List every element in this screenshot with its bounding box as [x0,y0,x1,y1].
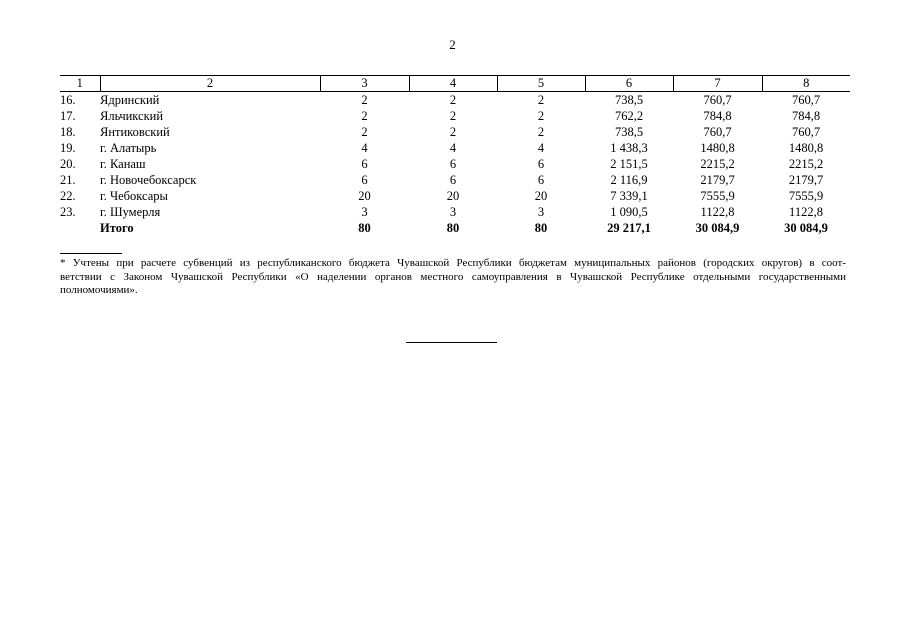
cell-col3: 6 [361,157,368,171]
district-name: г. Чебоксары [100,189,168,203]
cell-col6: 762,2 [614,109,644,123]
total-col3: 80 [358,221,371,235]
row-number: 22. [60,189,76,203]
cell-col4: 2 [449,109,457,123]
row-number: 20. [60,157,76,171]
cell-col8: 1480,8 [788,141,824,155]
header-cell-6: 6 [585,76,673,92]
row-number: 19. [60,141,76,155]
cell-col8: 784,8 [791,109,821,123]
cell-col3: 4 [361,141,368,155]
row-number: 16. [60,93,76,107]
cell-col6: 7 339,1 [610,189,648,203]
cell-col6: 1 438,3 [610,141,648,155]
cell-col7: 760,7 [703,125,732,139]
cell-col8: 760,7 [791,125,821,139]
table-header [60,76,850,92]
cell-col8: 1122,8 [789,205,823,219]
page-number: 2 [449,37,456,52]
cell-col4: 6 [449,173,457,187]
header-cell-7: 7 [673,76,762,92]
table-row [60,124,850,140]
header-row [60,76,850,92]
total-row [60,220,850,236]
header-cell-1: 1 [60,76,100,92]
cell-col4: 2 [449,93,457,107]
table-row [60,108,850,124]
total-col4: 80 [446,221,460,235]
total-col7: 30 084,9 [695,221,740,235]
district-name: Янтиковский [100,125,170,139]
cell-col3: 2 [361,109,368,123]
cell-col8: 2215,2 [788,157,824,171]
row-number: 21. [60,173,76,187]
cell-col3: 3 [361,205,368,219]
cell-col7: 1122,8 [700,205,735,219]
footnote-line: полномочиями». [60,284,138,296]
cell-col7: 1480,8 [700,141,735,155]
total-label: Итого [100,221,134,235]
end-of-document-rule [406,342,497,343]
table-row [60,92,850,109]
table-row [60,140,850,156]
header-cell-4: 4 [409,76,497,92]
table-body [60,92,850,237]
cell-col4: 20 [446,189,460,203]
cell-col7: 2215,2 [700,157,735,171]
cell-col6: 1 090,5 [610,205,648,219]
cell-col6: 2 116,9 [610,173,648,187]
cell-col6: 738,5 [614,93,644,107]
data-table [60,75,850,236]
district-name: Ядринский [100,93,160,107]
cell-col7: 7555,9 [700,189,735,203]
cell-col7: 784,8 [703,109,732,123]
cell-col8: 2179,7 [788,173,824,187]
row-number: 17. [60,109,76,123]
district-name: г. Шумерля [100,205,161,219]
cell-col3: 2 [361,93,368,107]
cell-col3: 6 [361,173,368,187]
total-col8: 30 084,9 [784,221,828,235]
cell-col8: 7555,9 [788,189,824,203]
cell-col5: 20 [534,189,548,203]
cell-col6: 2 151,5 [610,157,648,171]
cell-col4: 4 [449,141,457,155]
district-name: г. Канаш [100,157,146,171]
total-number-cell [60,220,100,236]
cell-col7: 2179,7 [700,173,735,187]
header-cell-2: 2 [100,76,320,92]
footnote [60,257,846,298]
row-number: 23. [60,205,76,219]
footnote-line: * Учтены при расчете субвенций из республиканского бюджета Чувашской Республики бюджетам муниципальных районов (городских округов) в соот- [60,257,846,269]
header-cell-5: 5 [497,76,585,92]
footnote-line: ветствии с Законом Чувашской Республики «О наделении органов местного самоуправления в Чувашской Республике отдельными государственными [60,270,846,283]
total-col6: 29 217,1 [607,221,651,235]
total-col5: 80 [534,221,548,235]
cell-col4: 3 [449,205,457,219]
cell-col4: 6 [449,157,457,171]
cell-col5: 6 [537,173,545,187]
header-cell-8: 8 [762,76,850,92]
cell-col3: 20 [358,189,371,203]
table-row [60,204,850,220]
cell-col8: 760,7 [791,93,821,107]
cell-col7: 760,7 [703,93,732,107]
district-name: г. Алатырь [100,141,157,155]
cell-col5: 2 [537,125,545,139]
cell-col6: 738,5 [614,125,644,139]
table-row [60,156,850,172]
district-name: г. Новочебоксарск [100,173,197,187]
footnote-divider [60,253,122,254]
table-row [60,172,850,188]
cell-col4: 2 [449,125,457,139]
row-number: 18. [60,125,76,139]
district-name: Яльчикский [100,109,164,123]
cell-col5: 4 [537,141,545,155]
header-cell-3: 3 [320,76,409,92]
cell-col5: 2 [537,109,545,123]
table-row [60,188,850,204]
cell-col5: 6 [537,157,545,171]
cell-col3: 2 [361,125,368,139]
cell-col5: 3 [537,205,545,219]
cell-col5: 2 [537,93,545,107]
